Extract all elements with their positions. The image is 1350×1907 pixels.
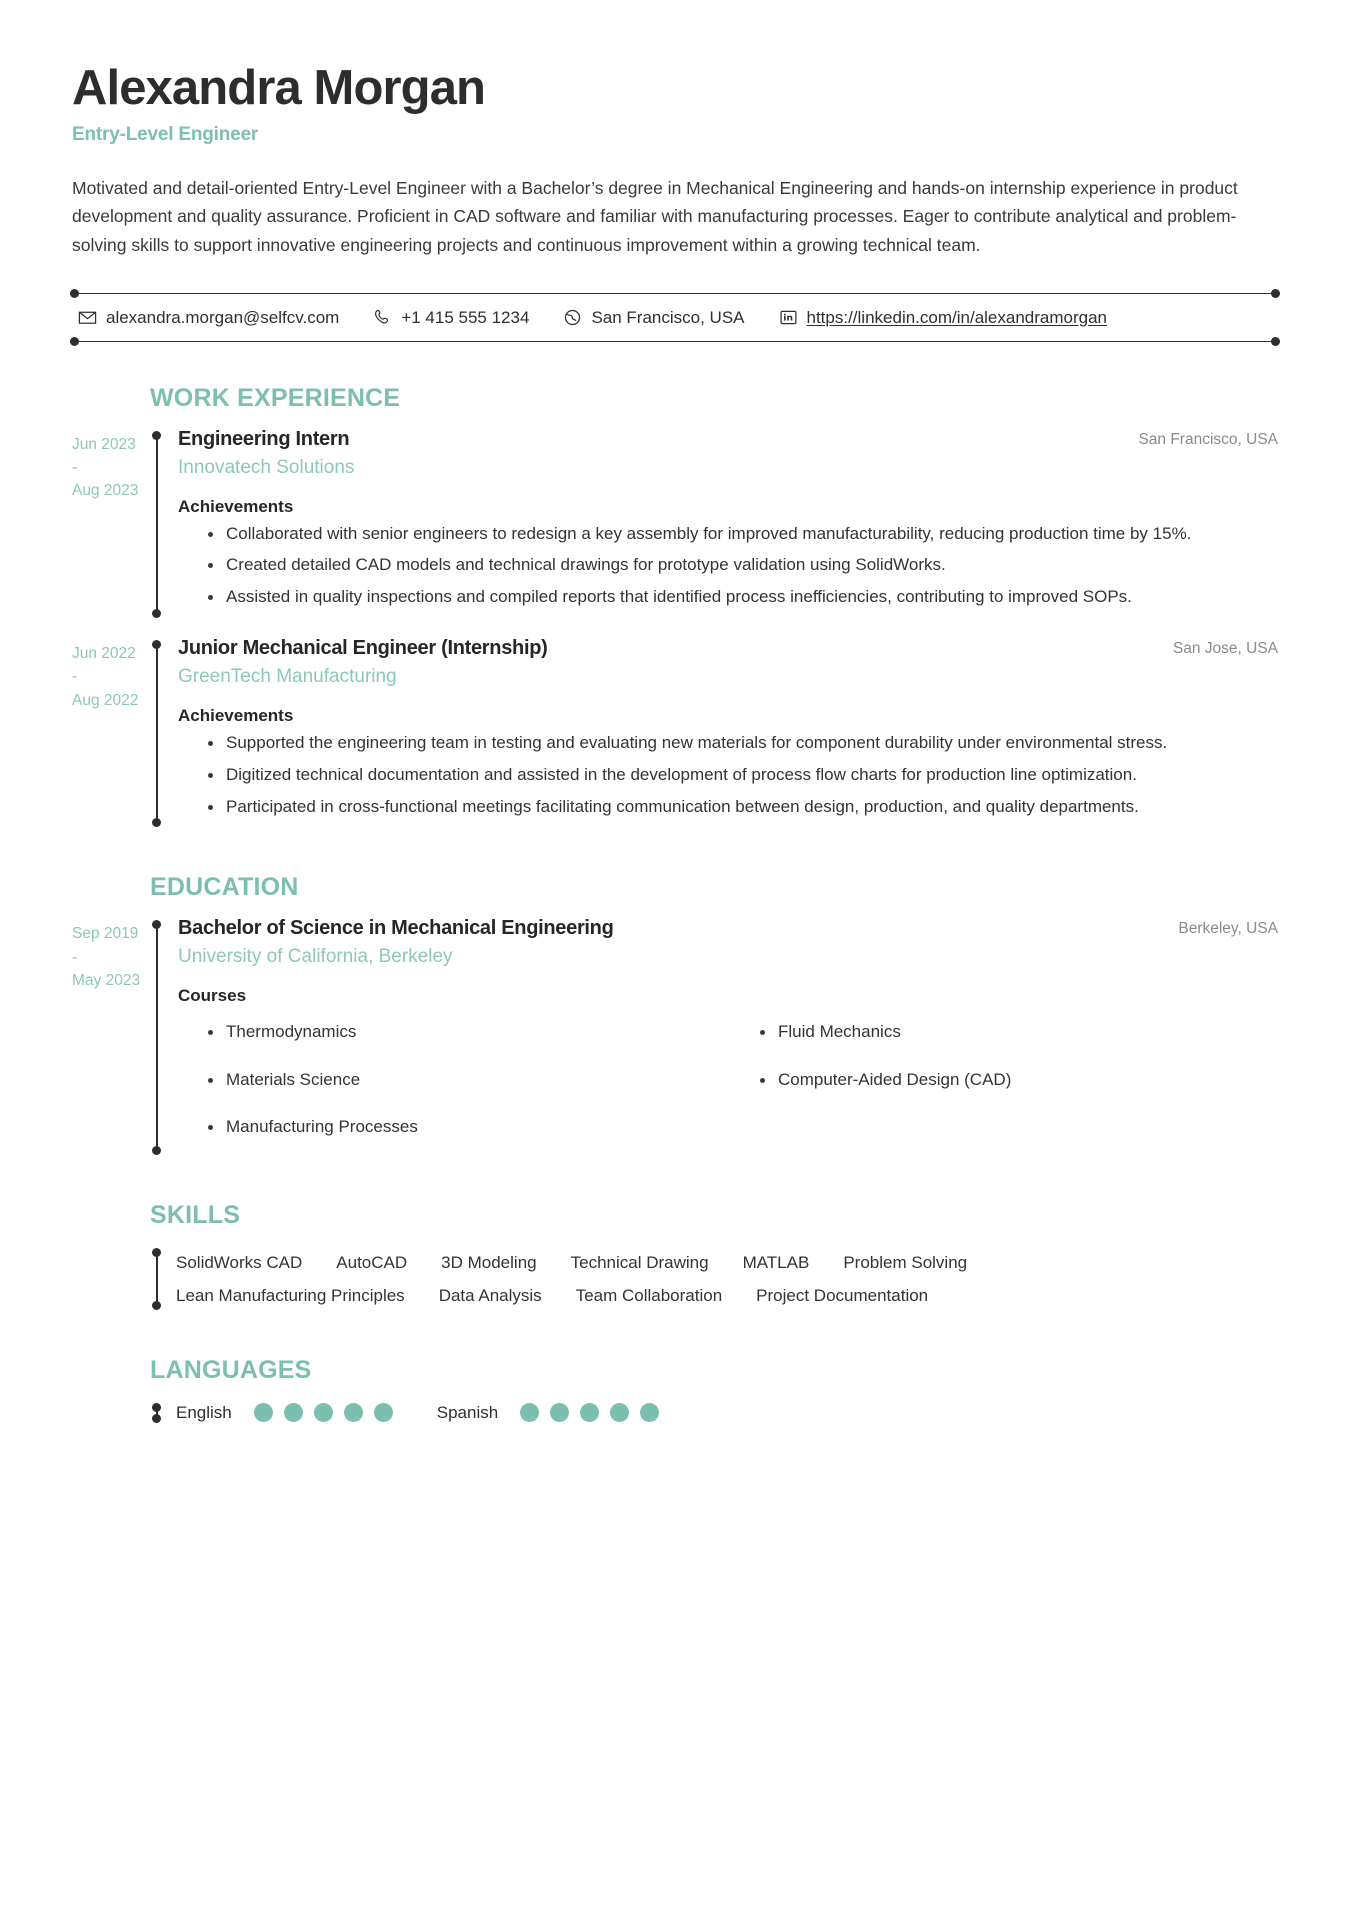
section-skills	[72, 1201, 1278, 1314]
language-name: English	[176, 1402, 232, 1422]
contact-rule-top	[72, 293, 1278, 294]
professional-summary: Motivated and detail-oriented Entry-Level Engineer with a Bachelor’s degree in Mechanical Engineering and hands-on internship experience in product development and quality assurance. Proficient in CAD software and familiar with manufacturing processes. Eager to contribute analytical and problem-solving skills to support innovative engineering projects and continuous improvement within a growing technical team.	[72, 177, 1238, 255]
globe-icon	[563, 308, 582, 327]
section-title-languages: LANGUAGES	[150, 1355, 312, 1384]
achievement-item: Digitized technical documentation and assisted in the development of process flow charts for production line optimization.	[208, 762, 1278, 789]
section-title-work: WORK EXPERIENCE	[150, 383, 401, 412]
skills-row-2	[176, 1279, 1278, 1312]
date-end: Aug 2022	[72, 691, 139, 709]
date-dash: -	[72, 948, 78, 966]
course-item: Manufacturing Processes	[208, 1114, 726, 1140]
skill-item: Lean Manufacturing Principles	[176, 1285, 405, 1305]
level-dot	[374, 1403, 393, 1422]
level-dot	[284, 1403, 303, 1422]
course-item: Computer-Aided Design (CAD)	[760, 1067, 1278, 1093]
work-entry-dates	[72, 636, 150, 831]
level-dot	[640, 1403, 659, 1422]
section-education	[72, 873, 1278, 1158]
date-dash: -	[72, 668, 78, 686]
achievements-list	[178, 521, 1278, 612]
achievement-item: Assisted in quality inspections and compiled reports that identified process inefficiencies, contributing to improved SOPs.	[208, 584, 1278, 611]
school-location: Berkeley, USA	[1178, 920, 1278, 938]
skills-body	[176, 1244, 1278, 1314]
education-entry	[72, 916, 1278, 1158]
level-dot	[580, 1403, 599, 1422]
course-item: Materials Science	[208, 1067, 726, 1093]
language-level-dots	[520, 1403, 659, 1422]
skill-item: Data Analysis	[438, 1285, 542, 1305]
work-entry-head	[178, 636, 1278, 661]
work-entry-dates	[72, 427, 150, 622]
job-title: Engineering Intern	[178, 427, 350, 450]
level-dot	[520, 1403, 539, 1422]
timeline-dot-bottom	[152, 609, 161, 618]
courses-list	[178, 1010, 1278, 1153]
degree-title: Bachelor of Science in Mechanical Engineering	[178, 917, 614, 940]
timeline-dot-bottom	[152, 1301, 161, 1310]
date-end: Aug 2023	[72, 482, 139, 500]
timeline-marker	[150, 1399, 164, 1427]
contact-location	[563, 308, 744, 328]
education-entry-body	[178, 916, 1278, 1158]
work-entry-body	[178, 427, 1278, 622]
language-item	[437, 1403, 659, 1423]
course-item: Thermodynamics	[208, 1019, 726, 1045]
timeline-marker	[150, 1244, 164, 1314]
education-entry-head	[178, 916, 1278, 941]
job-company: Innovatech Solutions	[178, 456, 355, 478]
timeline-line	[156, 435, 158, 614]
contact-linkedin-text[interactable]: https://linkedin.com/in/alexandramorgan	[806, 307, 1107, 327]
phone-icon	[373, 308, 392, 327]
envelope-icon	[78, 308, 97, 327]
achievement-item: Supported the engineering team in testing and evaluating new materials for component durability under environmental stress.	[208, 730, 1278, 757]
contact-rule-bottom	[72, 341, 1278, 342]
contact-row	[72, 294, 1278, 341]
job-company: GreenTech Manufacturing	[178, 666, 397, 688]
timeline-marker	[150, 916, 164, 1158]
language-item	[176, 1403, 393, 1423]
date-dash: -	[72, 459, 78, 477]
date-end: May 2023	[72, 971, 141, 989]
job-location: San Jose, USA	[1172, 640, 1278, 658]
achievements-label: Achievements	[178, 496, 294, 516]
timeline-marker	[150, 636, 164, 831]
linkedin-icon	[779, 308, 798, 327]
courses-label: Courses	[178, 986, 247, 1006]
skill-item: Team Collaboration	[575, 1285, 723, 1305]
level-dot	[344, 1403, 363, 1422]
contact-email-text: alexandra.morgan@selfcv.com	[106, 307, 340, 327]
timeline-line	[156, 644, 158, 823]
timeline-line	[156, 924, 158, 1150]
section-languages	[72, 1356, 1278, 1427]
school-name: University of California, Berkeley	[178, 946, 453, 968]
achievement-item: Created detailed CAD models and technical drawings for prototype validation using SolidWorks.	[208, 552, 1278, 579]
timeline-dot-bottom	[152, 1146, 161, 1155]
education-entry-dates	[72, 916, 150, 1158]
achievement-item: Participated in cross-functional meetings facilitating communication between design, production, and quality departments.	[208, 794, 1278, 821]
course-item: Fluid Mechanics	[760, 1019, 1278, 1045]
language-level-dots	[254, 1403, 393, 1422]
timeline-dot-bottom	[152, 818, 161, 827]
contact-email[interactable]	[78, 308, 339, 328]
skill-item: Technical Drawing	[570, 1252, 709, 1272]
timeline-dot-bottom	[152, 1414, 161, 1423]
languages-entry	[72, 1399, 1278, 1427]
skill-item: Project Documentation	[756, 1285, 929, 1305]
skill-item: Problem Solving	[843, 1252, 968, 1272]
skill-item: AutoCAD	[336, 1252, 408, 1272]
contact-block	[72, 293, 1278, 342]
candidate-role: Entry-Level Engineer	[72, 123, 259, 145]
work-entry	[72, 636, 1278, 831]
section-work-experience	[72, 384, 1278, 832]
job-title: Junior Mechanical Engineer (Internship)	[178, 637, 548, 660]
contact-location-text: San Francisco, USA	[591, 307, 745, 327]
level-dot	[550, 1403, 569, 1422]
timeline-marker	[150, 427, 164, 622]
skill-item: MATLAB	[742, 1252, 810, 1272]
achievement-item: Collaborated with senior engineers to redesign a key assembly for improved manufacturability, reducing production time by 15%.	[208, 521, 1278, 548]
achievements-list	[178, 730, 1278, 821]
skills-row-1	[176, 1246, 1278, 1279]
level-dot	[610, 1403, 629, 1422]
languages-body	[176, 1399, 659, 1427]
contact-linkedin[interactable]	[779, 308, 1108, 328]
candidate-name: Alexandra Morgan	[72, 61, 486, 115]
job-location: San Francisco, USA	[1138, 430, 1278, 448]
work-entry-head	[178, 427, 1278, 452]
achievements-label: Achievements	[178, 705, 294, 725]
contact-phone-text: +1 415 555 1234	[401, 307, 530, 327]
language-name: Spanish	[436, 1402, 499, 1422]
date-start: Sep 2019	[72, 925, 139, 943]
skills-entry	[72, 1244, 1278, 1314]
timeline-line	[156, 1252, 158, 1306]
work-entry	[72, 427, 1278, 622]
date-start: Jun 2023	[72, 435, 136, 453]
level-dot	[314, 1403, 333, 1422]
level-dot	[254, 1403, 273, 1422]
skill-item: 3D Modeling	[441, 1252, 537, 1272]
skill-item: SolidWorks CAD	[176, 1252, 303, 1272]
contact-phone[interactable]	[373, 308, 529, 328]
section-title-skills: SKILLS	[150, 1200, 241, 1229]
section-title-education: EDUCATION	[150, 873, 299, 902]
work-entry-body	[178, 636, 1278, 831]
date-start: Jun 2022	[72, 645, 136, 663]
